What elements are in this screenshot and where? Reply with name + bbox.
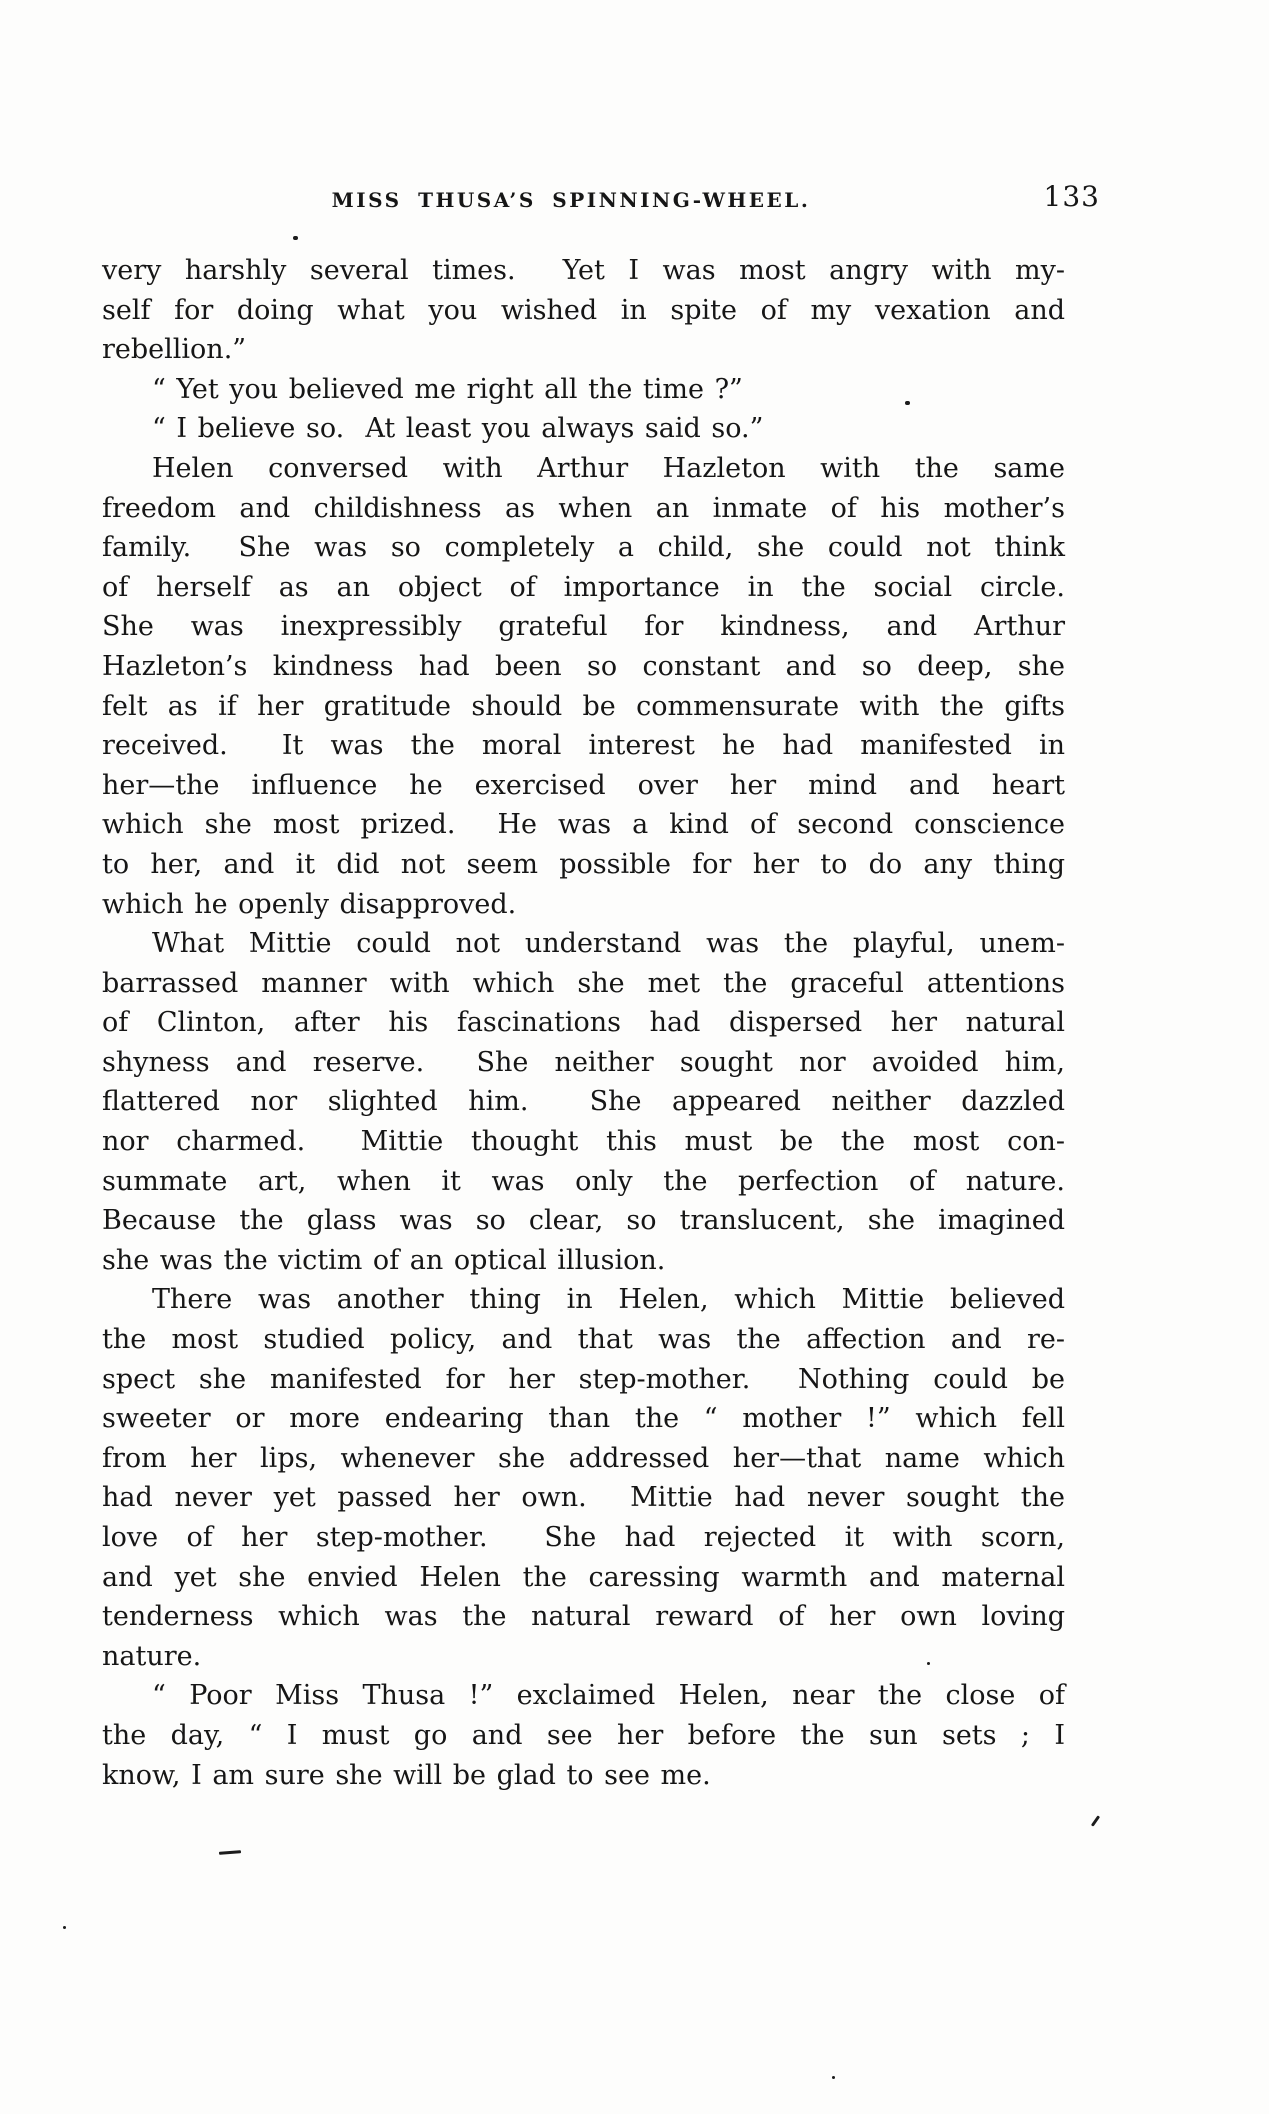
text-line: freedom and childishness as when an inmate of his mother’s [102,492,1065,524]
text-line: she was the victim of an optical illusion. [102,1244,666,1276]
text-line: her—the influence he exercised over her mind and heart [102,769,1065,801]
text-line: She was inexpressibly grateful for kindness, and Arthur [102,611,1065,643]
text-line: Hazleton’s kindness had been so constant and so deep, she [102,650,1065,682]
running-title: MISS THUSA’S SPINNING-WHEEL. [331,188,811,212]
text-line: shyness and reserve. She neither sought nor avoided him, [102,1046,1065,1078]
text-line: “ Yet you believed me right all the time ?” [152,373,743,405]
text-line: sweeter or more endearing than the “ mother !” which fell [102,1403,1065,1435]
text-line: What Mittie could not understand was the playful, unem- [152,928,1065,960]
text-line: the most studied policy, and that was the affection and re- [102,1324,1065,1356]
text-line: of Clinton, after his fascinations had dispersed her natural [102,1007,1065,1039]
page-header [102,180,1100,214]
scan-speck [1091,1815,1100,1827]
text-line: know, I am sure she will be glad to see me. [102,1759,711,1791]
text-line: which she most prized. He was a kind of second conscience [102,809,1065,841]
scan-speck [293,236,298,240]
text-line: rebellion.” [102,334,247,366]
text-line: and yet she envied Helen the caressing warmth and maternal [102,1561,1065,1593]
text-line: which he openly disapproved. [102,888,517,920]
scan-speck [927,1662,930,1665]
page-number: 133 [1043,180,1100,213]
text-line: nature. [102,1640,202,1672]
text-line: Because the glass was so clear, so translucent, she imagined [102,1205,1065,1237]
text-line: received. It was the moral interest he had manifested in [102,730,1065,762]
text-line: the day, “ I must go and see her before the sun sets ; I [102,1719,1065,1751]
text-line: spect she manifested for her step-mother. Nothing could be [102,1363,1065,1395]
text-line: family. She was so completely a child, she could not think [102,532,1065,564]
text-line: “ I believe so. At least you always said so.” [152,413,764,445]
text-line: tenderness which was the natural reward of her own loving [102,1601,1065,1633]
text-line: There was another thing in Helen, which Mittie believed [152,1284,1065,1316]
text-line: to her, and it did not seem possible for her to do any thing [102,848,1065,880]
text-line: summate art, when it was only the perfection of nature. [102,1165,1065,1197]
scan-speck [905,401,910,405]
text-line: love of her step-mother. She had rejected it with scorn, [102,1522,1065,1553]
text-line: had never yet passed her own. Mittie had never sought the [102,1482,1065,1514]
text-line: from her lips, whenever she addressed her—that name which [102,1442,1065,1474]
scan-speck [219,1850,241,1855]
text-line: felt as if her gratitude should be commensurate with the gifts [102,690,1065,722]
text-line: “ Poor Miss Thusa !” exclaimed Helen, near the close of [152,1680,1065,1712]
text-line: of herself as an object of importance in the social circle. [102,571,1065,603]
scan-speck [832,2076,835,2079]
text-line: Helen conversed with Arthur Hazleton with the same [152,452,1065,484]
text-line: very harshly several times. Yet I was most angry with my- [102,255,1065,286]
scan-speck [63,1926,66,1929]
page-text [102,251,1065,1795]
text-line: nor charmed. Mittie thought this must be the most con- [102,1126,1065,1158]
text-line: barrassed manner with which she met the graceful attentions [102,967,1065,999]
text-line: flattered nor slighted him. She appeared neither dazzled [102,1086,1065,1118]
text-line: self for doing what you wished in spite of my vexation and [102,294,1065,326]
